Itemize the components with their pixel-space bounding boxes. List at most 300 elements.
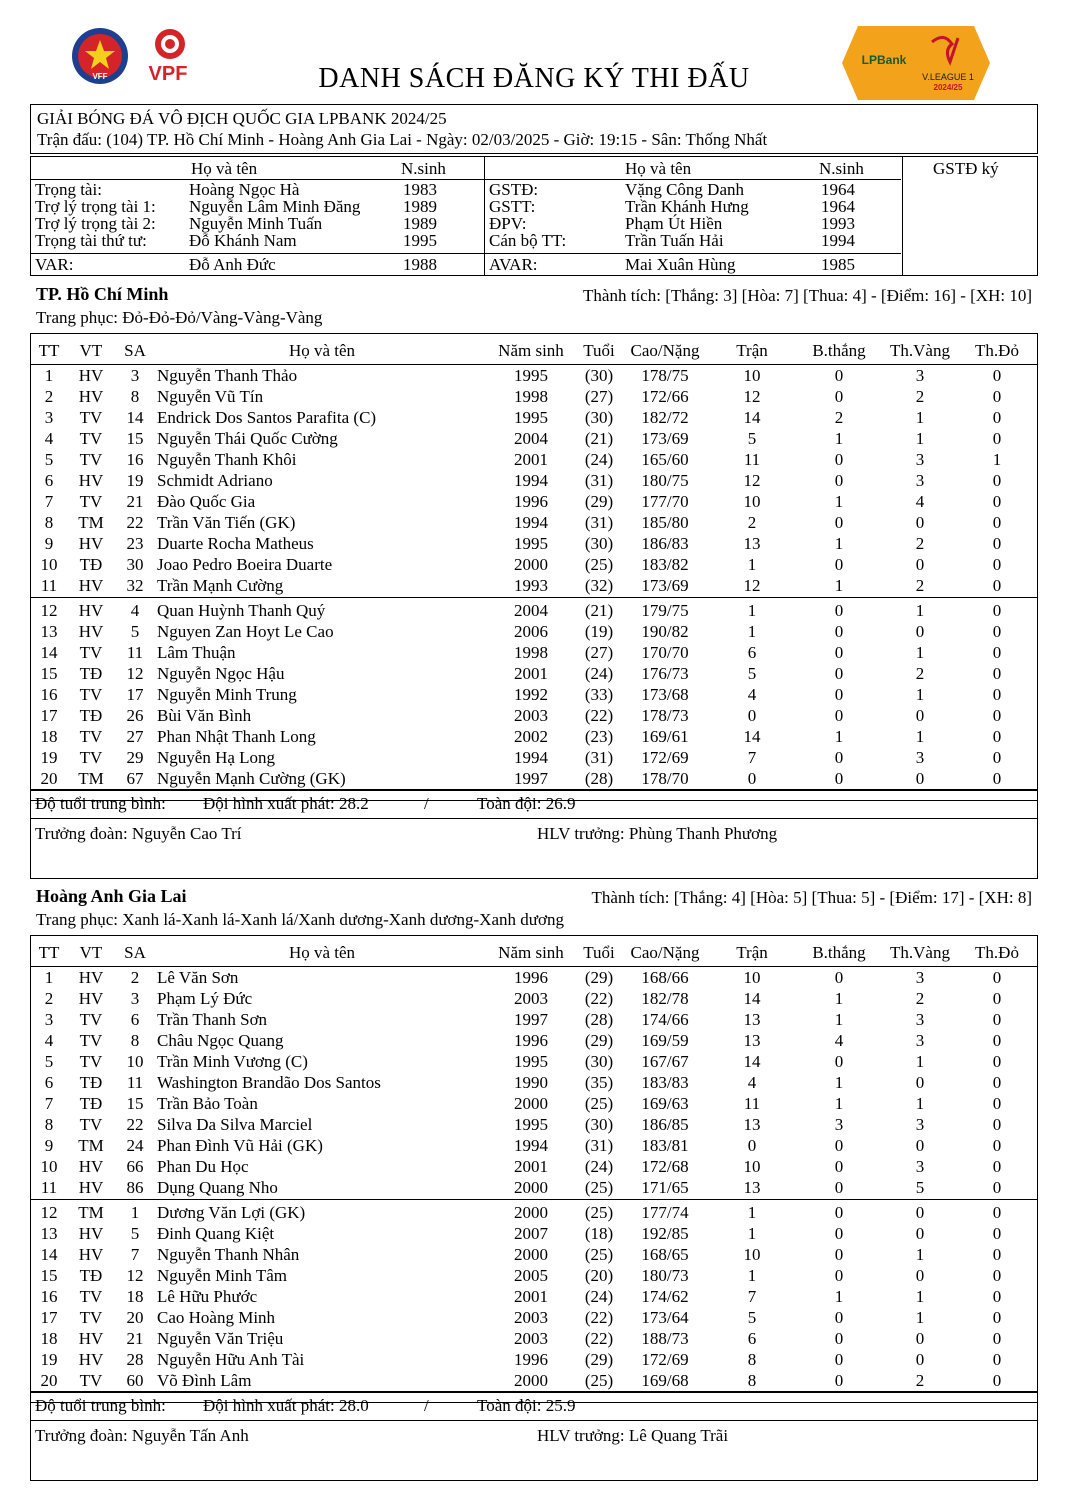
player-row — [31, 988, 1037, 1009]
cell-player-name: Nguyễn Vũ Tín — [157, 387, 264, 406]
player-row — [31, 1370, 1037, 1391]
cell-age: (23) — [584, 727, 614, 746]
cell-birth-year: 1996 — [514, 968, 548, 987]
cell-goals: 0 — [834, 1224, 844, 1243]
cell-tt: 7 — [44, 492, 54, 511]
cell-position: HV — [78, 622, 104, 641]
cell-height-weight: 173/69 — [641, 576, 689, 595]
cell-birth-year: 2000 — [514, 1094, 548, 1113]
header-matches: Trận — [736, 943, 768, 962]
official-year: 1983 — [403, 180, 437, 199]
cell-yellow-cards: 3 — [915, 1031, 925, 1050]
cell-tt: 16 — [40, 1287, 58, 1306]
cell-matches: 8 — [747, 1350, 757, 1369]
players-table-2 — [30, 935, 1038, 1403]
cell-age: (32) — [584, 576, 614, 595]
cell-position: HV — [78, 1178, 104, 1197]
player-row — [31, 491, 1037, 512]
cell-yellow-cards: 0 — [915, 706, 925, 725]
match-info: Trận đấu: (104) TP. Hồ Chí Minh - Hoàng Anh Gia Lai - Ngày: 02/03/2025 - Giờ: 19:15 - Sân: Thống Nhất — [37, 130, 768, 149]
cell-tt: 15 — [40, 664, 58, 683]
header-goals: B.thắng — [812, 943, 866, 962]
player-row — [31, 365, 1037, 386]
cell-red-cards: 0 — [992, 989, 1002, 1008]
cell-position: TĐ — [79, 664, 103, 683]
cell-matches: 7 — [747, 1287, 757, 1306]
cell-height-weight: 174/62 — [641, 1287, 689, 1306]
cell-tt: 5 — [44, 1052, 54, 1071]
head-coach: HLV trưởng: Phùng Thanh Phương — [537, 824, 778, 843]
header-matches: Trận — [736, 341, 768, 360]
cell-shirt-number: 29 — [126, 748, 144, 767]
cell-red-cards: 0 — [992, 513, 1002, 532]
cell-height-weight: 169/68 — [641, 1371, 689, 1390]
cell-height-weight: 173/68 — [641, 685, 689, 704]
cell-matches: 13 — [743, 1115, 761, 1134]
cell-matches: 13 — [743, 1010, 761, 1029]
cell-tt: 10 — [40, 1157, 58, 1176]
officials-header-birth2: N.sinh — [819, 159, 864, 178]
cell-yellow-cards: 4 — [915, 492, 925, 511]
team-name: Hoàng Anh Gia Lai — [36, 886, 187, 906]
header-shirt-number: SA — [124, 943, 146, 962]
cell-shirt-number: 16 — [126, 450, 144, 469]
cell-birth-year: 1994 — [514, 1136, 548, 1155]
cell-yellow-cards: 2 — [915, 1371, 925, 1390]
cell-player-name: Phan Đình Vũ Hải (GK) — [157, 1136, 323, 1155]
header-player-name: Họ và tên — [288, 341, 356, 360]
cell-red-cards: 0 — [992, 727, 1002, 746]
cell-matches: 0 — [747, 1136, 757, 1155]
cell-red-cards: 0 — [992, 408, 1002, 427]
cell-position: TV — [79, 1287, 103, 1306]
cell-yellow-cards: 1 — [915, 1245, 925, 1264]
cell-goals: 0 — [834, 366, 844, 385]
cell-red-cards: 0 — [992, 429, 1002, 448]
player-row — [31, 768, 1037, 789]
player-row — [31, 684, 1037, 705]
cell-player-name: Nguyễn Thái Quốc Cường — [157, 429, 338, 448]
cell-player-name: Nguyễn Ngọc Hậu — [157, 664, 285, 683]
cell-player-name: Đinh Quang Kiệt — [157, 1224, 275, 1243]
player-row — [31, 1135, 1037, 1156]
cell-position: HV — [78, 1350, 104, 1369]
cell-player-name: Trần Bảo Toàn — [157, 1094, 258, 1113]
official-role: Trọng tài: — [35, 180, 102, 199]
cell-height-weight: 177/70 — [641, 492, 689, 511]
cell-player-name: Duarte Rocha Matheus — [157, 534, 314, 553]
cell-position: TĐ — [79, 1094, 103, 1113]
cell-player-name: Trần Mạnh Cường — [157, 576, 284, 595]
cell-goals: 0 — [834, 513, 844, 532]
cell-tt: 9 — [44, 534, 54, 553]
player-row — [31, 1349, 1037, 1370]
cell-birth-year: 1994 — [514, 513, 548, 532]
cell-age: (18) — [584, 1224, 614, 1243]
cell-height-weight: 165/60 — [641, 450, 689, 469]
player-row — [31, 1156, 1037, 1177]
cell-matches: 10 — [743, 366, 761, 385]
cell-birth-year: 2003 — [514, 1308, 548, 1327]
cell-age: (25) — [584, 555, 614, 574]
player-row — [31, 470, 1037, 491]
cell-matches: 10 — [743, 492, 761, 511]
cell-age: (22) — [584, 1308, 614, 1327]
player-row — [31, 1223, 1037, 1244]
cell-yellow-cards: 1 — [915, 685, 925, 704]
cell-player-name: Lê Hữu Phước — [157, 1287, 258, 1306]
cell-red-cards: 0 — [992, 1287, 1002, 1306]
player-row — [31, 1177, 1037, 1198]
cell-shirt-number: 26 — [126, 706, 144, 725]
official-role: ĐPV: — [489, 214, 527, 233]
cell-matches: 4 — [747, 685, 757, 704]
cell-player-name: Washington Brandão Dos Santos — [157, 1073, 381, 1092]
cell-yellow-cards: 3 — [915, 968, 925, 987]
cell-position: HV — [78, 1245, 104, 1264]
cell-matches: 1 — [747, 1224, 757, 1243]
cell-matches: 10 — [743, 968, 761, 987]
official-role: Trợ lý trọng tài 2: — [35, 214, 156, 233]
cell-age: (29) — [584, 968, 614, 987]
cell-shirt-number: 10 — [126, 1052, 144, 1071]
cell-goals: 0 — [834, 685, 844, 704]
cell-player-name: Nguyễn Mạnh Cường (GK) — [157, 769, 346, 788]
cell-shirt-number: 32 — [126, 576, 144, 595]
cell-shirt-number: 17 — [126, 685, 144, 704]
player-row — [31, 705, 1037, 726]
cell-height-weight: 182/78 — [641, 989, 689, 1008]
cell-height-weight: 183/82 — [641, 555, 689, 574]
cell-red-cards: 0 — [992, 1052, 1002, 1071]
cell-goals: 0 — [834, 1266, 844, 1285]
cell-shirt-number: 23 — [126, 534, 144, 553]
cell-yellow-cards: 0 — [915, 1073, 925, 1092]
cell-position: HV — [78, 534, 104, 553]
cell-shirt-number: 7 — [130, 1245, 140, 1264]
avg-age-team: Toàn đội: 26.9 — [477, 794, 576, 813]
header-age: Tuổi — [583, 341, 615, 360]
cell-age: (25) — [584, 1178, 614, 1197]
cell-birth-year: 2003 — [514, 989, 548, 1008]
cell-yellow-cards: 1 — [915, 727, 925, 746]
official-year: 1964 — [821, 180, 855, 199]
cell-position: HV — [78, 471, 104, 490]
official-name: Vặng Công Danh — [625, 180, 744, 199]
header-yellow-cards: Th.Vàng — [890, 943, 950, 962]
player-row — [31, 1030, 1037, 1051]
cell-birth-year: 2001 — [514, 1287, 548, 1306]
cell-age: (28) — [584, 769, 614, 788]
cell-player-name: Phan Nhật Thanh Long — [157, 727, 316, 746]
cell-tt: 4 — [44, 429, 54, 448]
cell-red-cards: 0 — [992, 555, 1002, 574]
cell-shirt-number: 2 — [130, 968, 140, 987]
header-goals: B.thắng — [812, 341, 866, 360]
cell-yellow-cards: 1 — [915, 1287, 925, 1306]
cell-goals: 3 — [834, 1115, 844, 1134]
cell-matches: 1 — [747, 555, 757, 574]
cell-shirt-number: 15 — [126, 429, 144, 448]
cell-age: (33) — [584, 685, 614, 704]
cell-red-cards: 0 — [992, 1115, 1002, 1134]
cell-tt: 15 — [40, 1266, 58, 1285]
cell-shirt-number: 60 — [126, 1371, 144, 1390]
cell-position: HV — [78, 366, 104, 385]
cell-age: (25) — [584, 1371, 614, 1390]
cell-height-weight: 182/72 — [641, 408, 689, 427]
header-height-weight: Cao/Nặng — [630, 943, 700, 962]
cell-goals: 0 — [834, 1052, 844, 1071]
cell-birth-year: 1994 — [514, 471, 548, 490]
cell-shirt-number: 4 — [130, 601, 140, 620]
players-table-1 — [30, 333, 1038, 801]
cell-tt: 1 — [44, 968, 54, 987]
cell-goals: 1 — [834, 492, 844, 511]
cell-height-weight: 183/83 — [641, 1073, 689, 1092]
cell-red-cards: 0 — [992, 1136, 1002, 1155]
cell-player-name: Silva Da Silva Marciel — [157, 1115, 313, 1134]
cell-height-weight: 178/73 — [641, 706, 689, 725]
cell-age: (30) — [584, 408, 614, 427]
official-name: Phạm Út Hiền — [625, 214, 723, 233]
cell-red-cards: 0 — [992, 622, 1002, 641]
cell-yellow-cards: 1 — [915, 408, 925, 427]
cell-player-name: Joao Pedro Boeira Duarte — [157, 555, 333, 574]
officials-header-sign: GSTĐ ký — [933, 159, 999, 178]
official-year: 1993 — [821, 214, 855, 233]
cell-height-weight: 183/81 — [641, 1136, 689, 1155]
cell-goals: 0 — [834, 643, 844, 662]
cell-player-name: Võ Đình Lâm — [157, 1371, 252, 1390]
cell-shirt-number: 30 — [126, 555, 144, 574]
cell-player-name: Đào Quốc Gia — [157, 492, 256, 511]
cell-player-name: Nguyễn Thanh Nhân — [157, 1245, 300, 1264]
cell-shirt-number: 3 — [130, 989, 140, 1008]
cell-player-name: Lâm Thuận — [157, 643, 236, 662]
cell-matches: 12 — [743, 387, 761, 406]
cell-player-name: Schmidt Adriano — [157, 471, 273, 490]
cell-player-name: Phạm Lý Đức — [157, 989, 253, 1008]
cell-shirt-number: 18 — [126, 1287, 144, 1306]
cell-matches: 1 — [747, 1203, 757, 1222]
cell-shirt-number: 11 — [126, 643, 144, 662]
official-role: Cán bộ TT: — [489, 231, 567, 250]
cell-age: (28) — [584, 1010, 614, 1029]
cell-matches: 4 — [747, 1073, 757, 1092]
cell-matches: 13 — [743, 1178, 761, 1197]
cell-position: TV — [79, 643, 103, 662]
cell-matches: 1 — [747, 622, 757, 641]
cell-height-weight: 177/74 — [641, 1203, 689, 1222]
team-name: TP. Hồ Chí Minh — [36, 284, 169, 304]
official-name: Trần Khánh Hưng — [625, 197, 749, 216]
table-header-row — [31, 941, 1037, 962]
head-coach: HLV trưởng: Lê Quang Trãi — [537, 1426, 729, 1445]
cell-yellow-cards: 1 — [915, 1052, 925, 1071]
cell-position: TV — [79, 1031, 103, 1050]
player-row — [31, 449, 1037, 470]
avg-age-slash: / — [424, 794, 429, 813]
cell-red-cards: 0 — [992, 1350, 1002, 1369]
cell-player-name: Trần Văn Tiến (GK) — [157, 513, 296, 532]
cell-red-cards: 0 — [992, 576, 1002, 595]
cell-birth-year: 1996 — [514, 492, 548, 511]
cell-matches: 5 — [747, 429, 757, 448]
cell-goals: 1 — [834, 1010, 844, 1029]
official-role: GSTT: — [489, 197, 536, 216]
lpbank-text: LPBank — [861, 53, 907, 67]
cell-shirt-number: 3 — [130, 366, 140, 385]
cell-red-cards: 0 — [992, 1157, 1002, 1176]
cell-height-weight: 186/85 — [641, 1115, 689, 1134]
header-position: VT — [79, 943, 103, 962]
table-header-row — [31, 339, 1037, 360]
cell-yellow-cards: 0 — [915, 555, 925, 574]
cell-position: TĐ — [79, 1073, 103, 1092]
cell-yellow-cards: 2 — [915, 387, 925, 406]
cell-tt: 8 — [44, 513, 54, 532]
cell-birth-year: 1994 — [514, 748, 548, 767]
cell-position: HV — [78, 1157, 104, 1176]
cell-age: (20) — [584, 1266, 614, 1285]
cell-goals: 0 — [834, 1308, 844, 1327]
cell-goals: 1 — [834, 1094, 844, 1113]
cell-matches: 10 — [743, 1157, 761, 1176]
cell-position: TV — [79, 1010, 103, 1029]
avar-role: AVAR: — [489, 255, 538, 274]
cell-height-weight: 169/61 — [641, 727, 689, 746]
cell-shirt-number: 27 — [126, 727, 144, 746]
season-text: 2024/25 — [933, 83, 963, 92]
cell-tt: 12 — [40, 601, 58, 620]
cell-tt: 14 — [40, 1245, 58, 1264]
cell-shirt-number: 12 — [126, 1266, 144, 1285]
cell-position: HV — [78, 387, 104, 406]
cell-position: TV — [79, 748, 103, 767]
header-player-name: Họ và tên — [288, 943, 356, 962]
official-year: 1964 — [821, 197, 855, 216]
cell-tt: 18 — [40, 727, 58, 746]
cell-age: (30) — [584, 1052, 614, 1071]
cell-height-weight: 178/75 — [641, 366, 689, 385]
cell-position: TV — [79, 450, 103, 469]
cell-tt: 19 — [40, 748, 58, 767]
team-manager: Trưởng đoàn: Nguyễn Cao Trí — [35, 824, 242, 843]
footer-divider — [31, 818, 1037, 819]
cell-birth-year: 1995 — [514, 408, 548, 427]
cell-goals: 0 — [834, 1203, 844, 1222]
cell-shirt-number: 28 — [126, 1350, 144, 1369]
cell-birth-year: 2001 — [514, 450, 548, 469]
cell-age: (30) — [584, 366, 614, 385]
cell-tt: 14 — [40, 643, 58, 662]
cell-age: (24) — [584, 450, 614, 469]
cell-position: TV — [79, 492, 103, 511]
cell-red-cards: 0 — [992, 1266, 1002, 1285]
cell-goals: 1 — [834, 1073, 844, 1092]
cell-position: TM — [78, 513, 104, 532]
cell-position: TV — [79, 685, 103, 704]
cell-height-weight: 172/66 — [641, 387, 689, 406]
cell-goals: 0 — [834, 555, 844, 574]
cell-red-cards: 0 — [992, 769, 1002, 788]
cell-birth-year: 2000 — [514, 555, 548, 574]
cell-tt: 6 — [44, 471, 54, 490]
cell-player-name: Nguyễn Minh Trung — [157, 685, 297, 704]
cell-tt: 20 — [40, 1371, 58, 1390]
player-row — [31, 1072, 1037, 1093]
cell-height-weight: 178/70 — [641, 769, 689, 788]
cell-player-name: Trần Thanh Sơn — [157, 1010, 268, 1029]
cell-birth-year: 2000 — [514, 1203, 548, 1222]
cell-player-name: Nguyễn Hạ Long — [157, 748, 276, 767]
avar-name: Mai Xuân Hùng — [625, 255, 736, 274]
cell-goals: 1 — [834, 727, 844, 746]
cell-player-name: Nguyễn Hữu Anh Tài — [157, 1350, 305, 1369]
cell-yellow-cards: 1 — [915, 1308, 925, 1327]
cell-position: TV — [79, 408, 103, 427]
cell-height-weight: 172/69 — [641, 1350, 689, 1369]
cell-goals: 1 — [834, 576, 844, 595]
cell-position: TĐ — [79, 555, 103, 574]
player-row — [31, 512, 1037, 533]
cell-position: HV — [78, 601, 104, 620]
official-name: Trần Tuấn Hải — [625, 231, 724, 250]
player-row — [31, 621, 1037, 642]
cell-player-name: Cao Hoàng Minh — [157, 1308, 276, 1327]
team-record: Thành tích: [Thắng: 4] [Hòa: 5] [Thua: 5] - [Điểm: 17] - [XH: 8] — [591, 888, 1032, 907]
avg-age-starting: Đội hình xuất phát: 28.0 — [203, 1396, 369, 1415]
cell-shirt-number: 6 — [130, 1010, 140, 1029]
cell-matches: 10 — [743, 1245, 761, 1264]
officials-header-birth: N.sinh — [401, 159, 446, 178]
cell-red-cards: 0 — [992, 471, 1002, 490]
cell-goals: 0 — [834, 1329, 844, 1348]
cell-matches: 7 — [747, 748, 757, 767]
cell-goals: 0 — [834, 1245, 844, 1264]
cell-player-name: Bùi Văn Bình — [157, 706, 252, 725]
team-kit: Trang phục: Đỏ-Đỏ-Đỏ/Vàng-Vàng-Vàng — [36, 308, 323, 327]
cell-tt: 11 — [40, 1178, 58, 1197]
cell-red-cards: 0 — [992, 1308, 1002, 1327]
official-year: 1994 — [821, 231, 855, 250]
header-yellow-cards: Th.Vàng — [890, 341, 950, 360]
cell-matches: 11 — [743, 1094, 761, 1113]
cell-yellow-cards: 1 — [915, 1094, 925, 1113]
cell-yellow-cards: 2 — [915, 664, 925, 683]
cell-tt: 2 — [44, 387, 54, 406]
header-shirt-number: SA — [124, 341, 146, 360]
header-tt: TT — [38, 341, 60, 360]
cell-shirt-number: 21 — [126, 1329, 144, 1348]
cell-height-weight: 185/80 — [641, 513, 689, 532]
cell-age: (19) — [584, 622, 614, 641]
header-tt: TT — [38, 943, 60, 962]
cell-height-weight: 170/70 — [641, 643, 689, 662]
cell-tt: 5 — [44, 450, 54, 469]
official-role: Trợ lý trọng tài 1: — [35, 197, 156, 216]
cell-age: (31) — [584, 1136, 614, 1155]
cell-age: (29) — [584, 1350, 614, 1369]
cell-height-weight: 169/63 — [641, 1094, 689, 1113]
cell-age: (29) — [584, 492, 614, 511]
team-record: Thành tích: [Thắng: 3] [Hòa: 7] [Thua: 4] - [Điểm: 16] - [XH: 10] — [583, 286, 1032, 305]
cell-shirt-number: 22 — [126, 1115, 144, 1134]
cell-goals: 0 — [834, 471, 844, 490]
cell-goals: 0 — [834, 1136, 844, 1155]
cell-yellow-cards: 3 — [915, 748, 925, 767]
